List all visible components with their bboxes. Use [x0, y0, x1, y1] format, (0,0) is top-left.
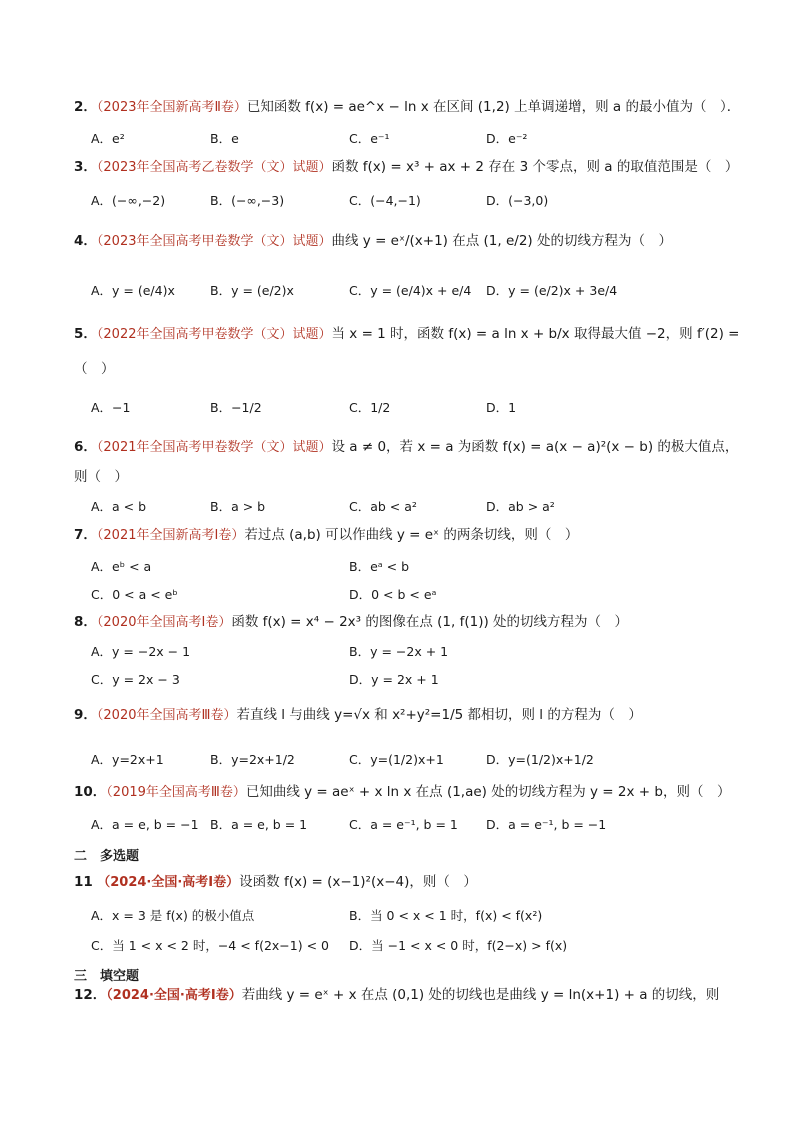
question-stem: 已知函数 f(x) = ae^x − ln x 在区间 (1,2) 上单调递增，则 a 的最小值为（ ）． — [246, 99, 741, 115]
option-d: D．y = (e/2)x + 3e/4 — [486, 283, 618, 298]
option-b: B．y = −2x + 1 — [349, 644, 449, 659]
options-11-row2 — [91, 936, 754, 958]
option-d: D．ab > a² — [486, 499, 555, 514]
options-4 — [91, 281, 754, 303]
question-source: （2023年全国新高考Ⅱ卷） — [96, 100, 247, 115]
question-6-cont — [74, 468, 754, 486]
question-stem: 曲线 y = eˣ/(x+1) 在点 (1, e/2) 处的切线方程为（ ） — [331, 233, 672, 249]
question-12 — [74, 986, 754, 1005]
question-9 — [74, 706, 754, 725]
option-d: D．1 — [486, 400, 517, 415]
option-b: B．−1/2 — [210, 400, 262, 415]
question-stem: 已知曲线 y = aeˣ + x ln x 在点 (1,ae) 处的切线方程为 y = 2x + b，则（ ） — [245, 784, 731, 800]
question-number: 5． — [74, 326, 97, 342]
option-b: B．y = (e/2)x — [210, 283, 294, 298]
option-d: D．0 < b < eᵃ — [349, 587, 437, 602]
question-source: （2024·全国·高考Ⅰ卷） — [106, 988, 242, 1003]
options-7-row1 — [91, 557, 754, 579]
option-a: A．−1 — [91, 400, 131, 415]
option-b: B．e — [210, 131, 239, 146]
options-10 — [91, 815, 754, 837]
question-source: （2023年全国高考乙卷数学（文）试题） — [96, 160, 332, 175]
answer-blank: （ ） — [74, 361, 115, 377]
options-8-row1 — [91, 642, 754, 664]
option-a: A．a = e, b = −1 — [91, 817, 199, 832]
option-c: C．ab < a² — [349, 499, 417, 514]
option-c: C．a = e⁻¹, b = 1 — [349, 817, 458, 832]
question-number: 9． — [74, 707, 97, 723]
option-a: A．x = 3 是 f(x) 的极小值点 — [91, 908, 255, 923]
option-d: D．a = e⁻¹, b = −1 — [486, 817, 607, 832]
question-3 — [74, 158, 754, 177]
option-b: B．当 0 < x < 1 时，f(x) < f(x²) — [349, 908, 543, 923]
question-8 — [74, 613, 754, 632]
option-a: A．a < b — [91, 499, 147, 514]
option-c: C．y = (e/4)x + e/4 — [349, 283, 472, 298]
question-source: （2021年全国新高考Ⅰ卷） — [96, 528, 245, 543]
option-a: A．eᵇ < a — [91, 559, 152, 574]
option-a: A．e² — [91, 131, 125, 146]
question-stem-continued: 则（ ） — [74, 469, 128, 485]
option-a: A．y = (e/4)x — [91, 283, 175, 298]
option-b: B．eᵃ < b — [349, 559, 410, 574]
question-5-blank — [74, 360, 754, 378]
question-stem: 设 a ≠ 0，若 x = a 为函数 f(x) = a(x − a)²(x − b) 的极大值点， — [331, 439, 739, 455]
option-d: D．y=(1/2)x+1/2 — [486, 752, 594, 767]
options-6 — [91, 497, 754, 519]
option-c: C．当 1 < x < 2 时，−4 < f(2x−1) < 0 — [91, 938, 329, 953]
options-7-row2 — [91, 585, 754, 607]
question-number: 6． — [74, 439, 97, 455]
option-c: C．0 < a < eᵇ — [91, 587, 178, 602]
question-stem: 函数 f(x) = x³ + ax + 2 存在 3 个零点，则 a 的取值范围是（ ） — [331, 159, 739, 175]
section-heading-fill-in: 三 填空题 — [74, 969, 140, 984]
question-2 — [74, 98, 754, 117]
question-source: （2024·全国·高考Ⅰ卷） — [97, 875, 240, 890]
question-11 — [74, 873, 754, 892]
option-d: D．e⁻² — [486, 131, 528, 146]
question-6 — [74, 438, 754, 457]
question-stem: 当 x = 1 时，函数 f(x) = a ln x + b/x 取得最大值 −2，则 f′(2) = — [331, 326, 740, 342]
option-b: B．(−∞,−3) — [210, 193, 285, 208]
question-number: 7． — [74, 527, 97, 543]
question-number: 4． — [74, 233, 97, 249]
question-10 — [74, 783, 754, 802]
option-c: C．y=(1/2)x+1 — [349, 752, 444, 767]
option-a: A．y=2x+1 — [91, 752, 164, 767]
question-number: 8． — [74, 614, 97, 630]
question-source: （2019年全国高考Ⅲ卷） — [106, 785, 246, 800]
question-source: （2020年全国高考Ⅰ卷） — [96, 615, 232, 630]
question-5 — [74, 325, 754, 344]
question-number: 3． — [74, 159, 97, 175]
question-number: 2． — [74, 99, 97, 115]
question-number: 10． — [74, 784, 107, 800]
options-11-row1 — [91, 906, 754, 928]
options-8-row2 — [91, 670, 754, 692]
question-4 — [74, 232, 754, 251]
option-d: D．y = 2x + 1 — [349, 672, 439, 687]
option-a: A．(−∞,−2) — [91, 193, 166, 208]
question-stem: 若过点 (a,b) 可以作曲线 y = eˣ 的两条切线，则（ ） — [244, 527, 579, 543]
option-b: B．a = e, b = 1 — [210, 817, 308, 832]
question-source: （2023年全国高考甲卷数学（文）试题） — [96, 234, 332, 249]
option-c: C．y = 2x − 3 — [91, 672, 180, 687]
question-source: （2021年全国高考甲卷数学（文）试题） — [96, 440, 332, 455]
option-d: D．当 −1 < x < 0 时，f(2−x) > f(x) — [349, 938, 568, 953]
option-a: A．y = −2x − 1 — [91, 644, 191, 659]
option-c: C．e⁻¹ — [349, 131, 390, 146]
section-heading-multiple-choice: 二 多选题 — [74, 849, 140, 864]
question-stem: 若直线 l 与曲线 y=√x 和 x²+y²=1/5 都相切，则 l 的方程为（ ） — [236, 707, 642, 723]
question-stem: 设函数 f(x) = (x−1)²(x−4)，则（ ） — [239, 874, 477, 890]
options-2 — [91, 129, 754, 151]
question-number: 11 — [74, 874, 93, 890]
option-c: C．1/2 — [349, 400, 391, 415]
option-c: C．(−4,−1) — [349, 193, 421, 208]
options-5 — [91, 398, 754, 420]
question-7 — [74, 526, 754, 545]
options-9 — [91, 750, 754, 772]
question-number: 12． — [74, 987, 107, 1003]
option-d: D．(−3,0) — [486, 193, 549, 208]
option-b: B．y=2x+1/2 — [210, 752, 295, 767]
question-source: （2020年全国高考Ⅲ卷） — [96, 708, 237, 723]
options-3 — [91, 191, 754, 213]
question-stem: 若曲线 y = eˣ + x 在点 (0,1) 处的切线也是曲线 y = ln(x+1) + a 的切线，则 — [241, 987, 720, 1003]
option-b: B．a > b — [210, 499, 266, 514]
question-stem: 函数 f(x) = x⁴ − 2x³ 的图像在点 (1, f(1)) 处的切线方程为（ ） — [231, 614, 629, 630]
question-source: （2022年全国高考甲卷数学（文）试题） — [96, 327, 332, 342]
